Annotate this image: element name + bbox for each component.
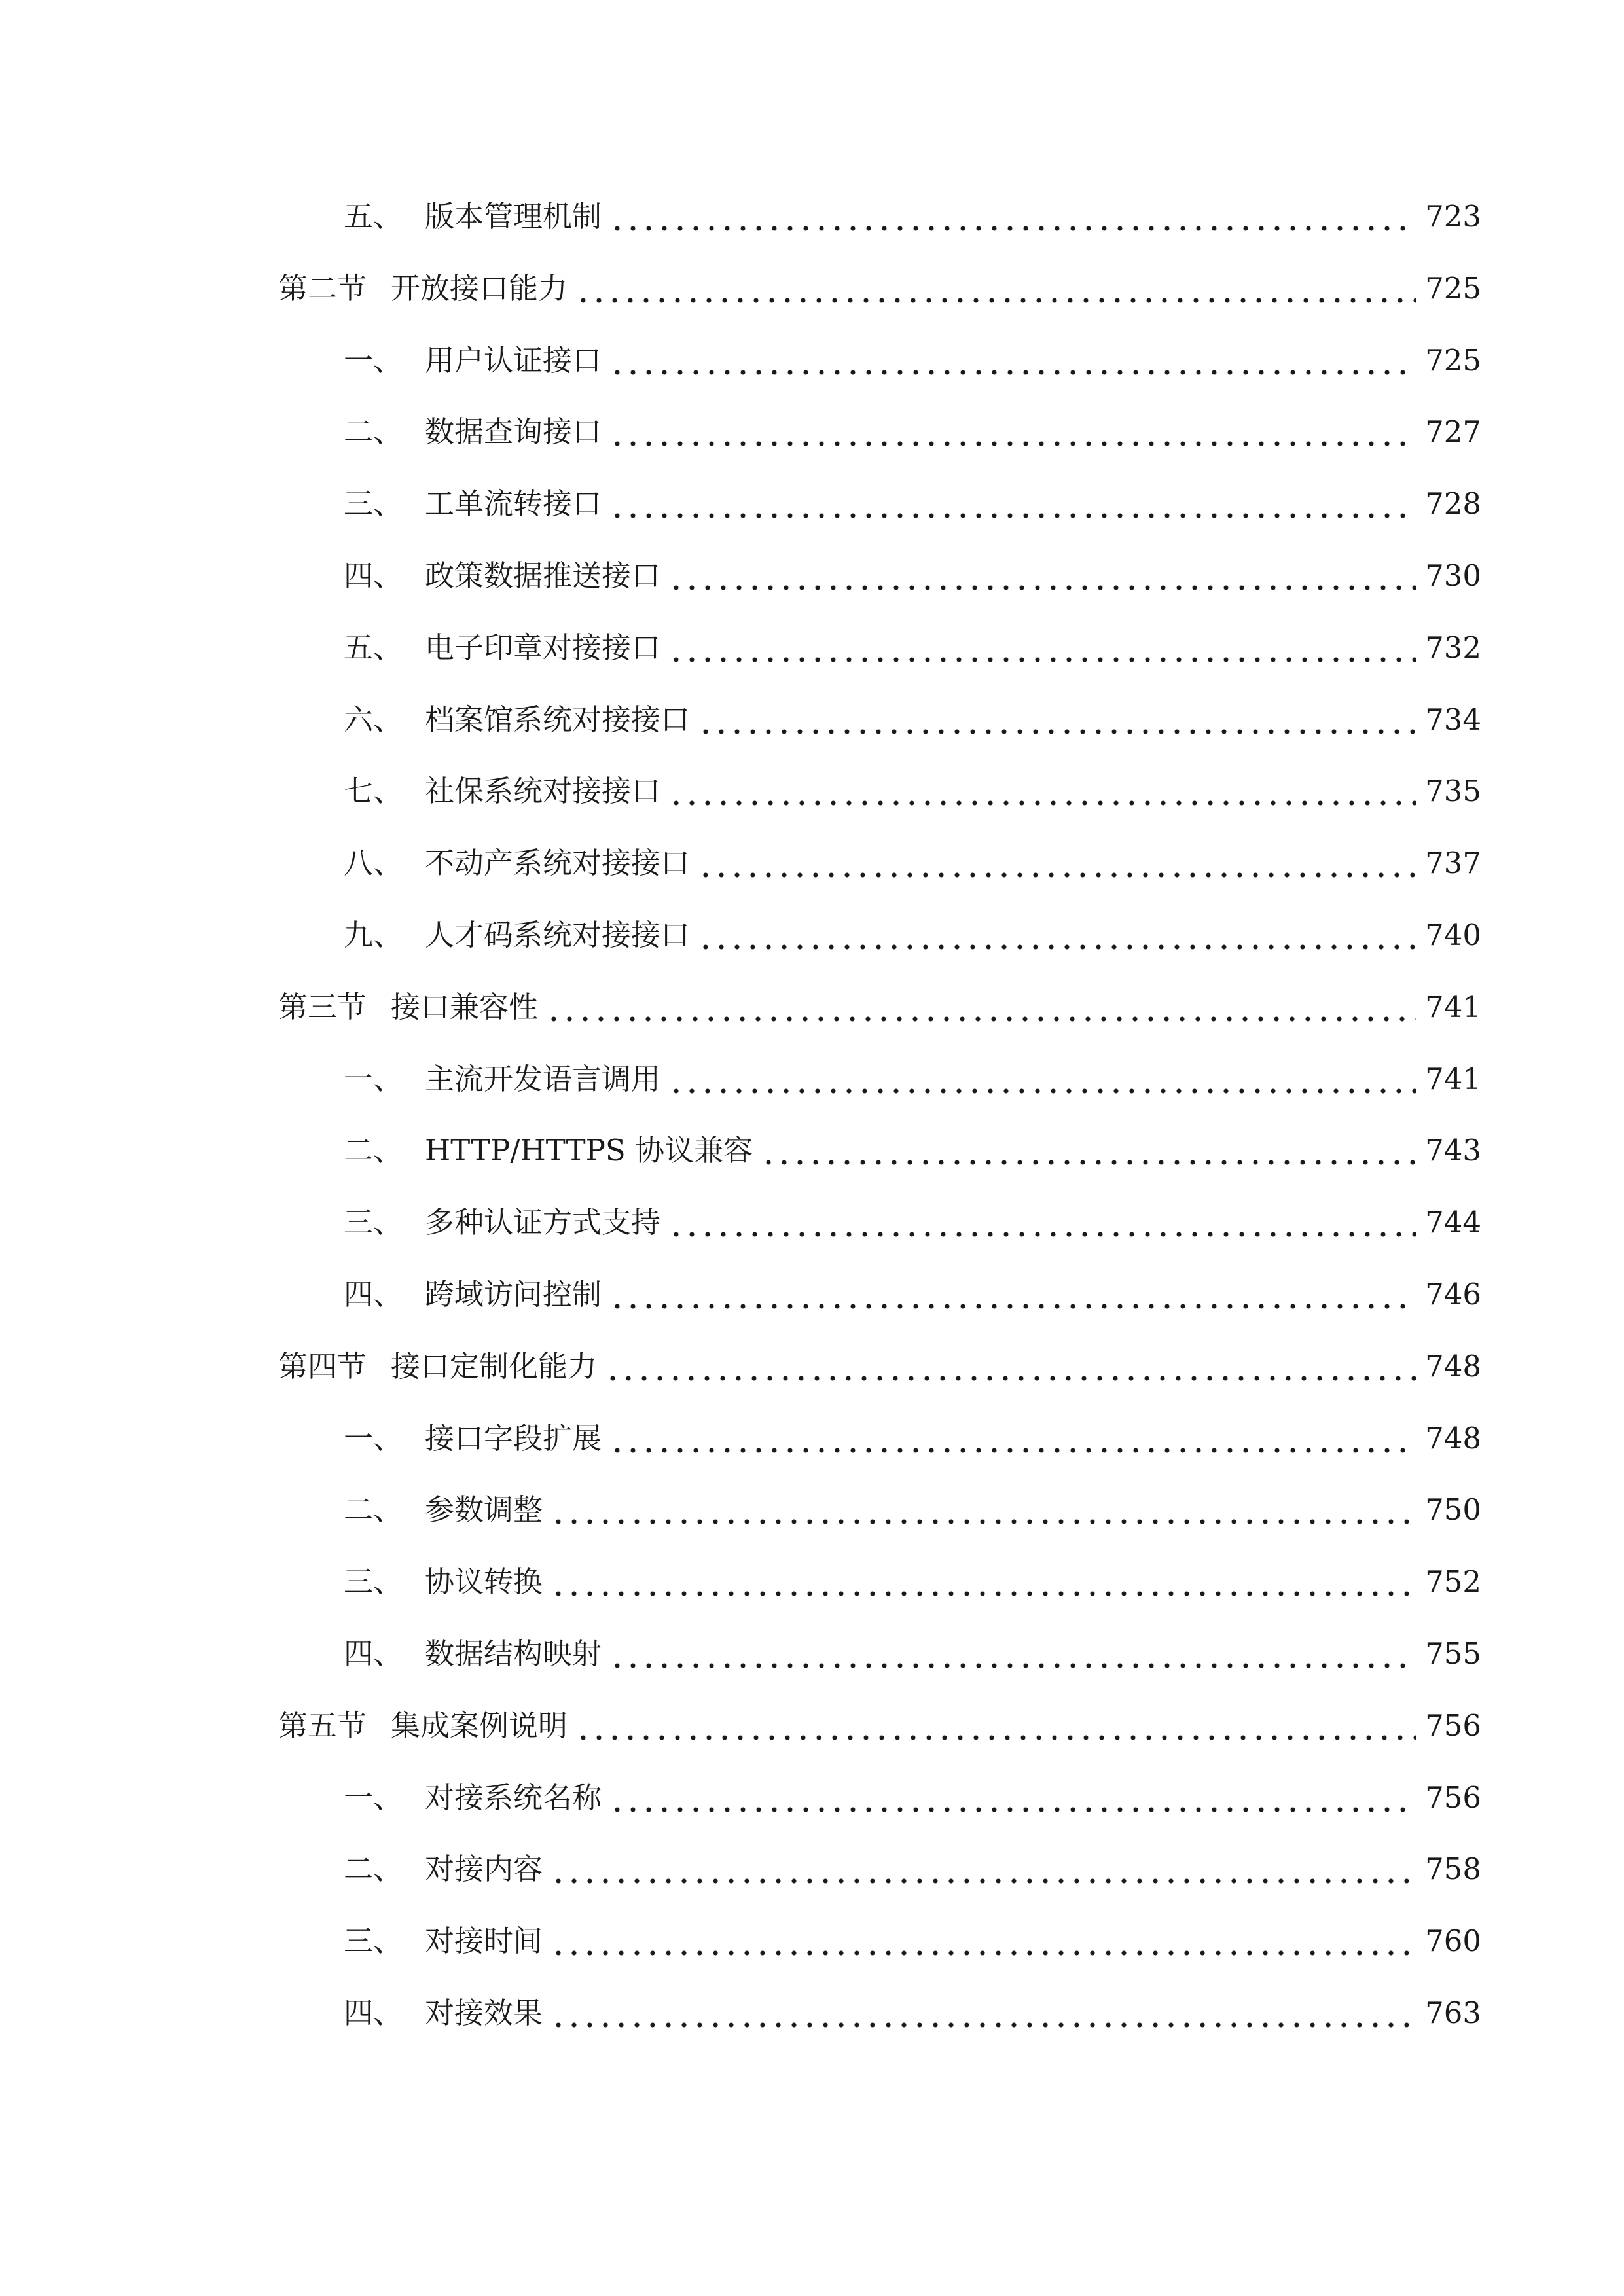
toc-page-number: 735 xyxy=(1425,774,1481,808)
toc-entry-number: 四、 xyxy=(344,558,403,593)
dot-leader xyxy=(761,1124,1416,1177)
toc-entry-number: 三、 xyxy=(344,486,403,521)
toc-entry-title: 接口定制化能力 xyxy=(391,1349,598,1384)
toc-entry-title: 接口字段扩展 xyxy=(425,1421,602,1456)
dot-leader xyxy=(550,1484,1416,1536)
toc-page-number: 748 xyxy=(1425,1421,1481,1456)
toc-entry-title: 电子印章对接接口 xyxy=(425,630,661,665)
toc-entry-title: 数据查询接口 xyxy=(425,414,602,449)
toc-page-number: 740 xyxy=(1425,918,1481,952)
dot-leader xyxy=(668,1053,1416,1105)
toc-subsection-entry xyxy=(344,694,1481,746)
dot-leader xyxy=(698,837,1416,889)
dot-leader xyxy=(668,550,1416,602)
toc-entry-number: 第二节 xyxy=(278,271,367,306)
dot-leader xyxy=(698,909,1416,961)
toc-subsection-entry xyxy=(344,478,1481,530)
toc-entry-title: 不动产系统对接接口 xyxy=(425,846,691,880)
toc-entry-number: 一、 xyxy=(344,343,403,378)
toc-page-number: 755 xyxy=(1425,1636,1481,1671)
toc-subsection-entry xyxy=(344,1412,1481,1465)
toc-entry-title: 工单流转接口 xyxy=(425,486,602,521)
toc-entry-title: 跨域访问控制 xyxy=(425,1277,602,1312)
toc-subsection-entry xyxy=(344,1484,1481,1536)
toc-page-number: 728 xyxy=(1425,486,1481,521)
toc-entry-title: 版本管理机制 xyxy=(425,199,602,234)
dot-leader xyxy=(668,765,1416,817)
toc-subsection-entry xyxy=(344,1268,1481,1321)
dot-leader xyxy=(609,406,1416,458)
toc-subsection-entry xyxy=(344,1843,1481,1895)
toc-entry-number: 二、 xyxy=(344,1852,403,1886)
toc-entry-number: 八、 xyxy=(344,846,403,880)
toc-page-number: 758 xyxy=(1425,1852,1481,1886)
toc-page-number: 741 xyxy=(1425,990,1481,1024)
toc-page-number: 723 xyxy=(1425,199,1481,234)
toc-entry-title: 用户认证接口 xyxy=(425,343,602,378)
dot-leader xyxy=(550,1987,1416,2039)
toc-entry-number: 五、 xyxy=(344,199,403,234)
dot-leader xyxy=(609,1412,1416,1465)
toc-subsection-entry xyxy=(344,1124,1481,1177)
toc-page-number: 730 xyxy=(1425,558,1481,593)
toc-section-entry xyxy=(278,1700,1481,1752)
toc-section-entry xyxy=(278,262,1481,315)
toc-entry-title: 社保系统对接接口 xyxy=(425,774,661,808)
toc-subsection-entry xyxy=(344,1772,1481,1824)
toc-subsection-entry xyxy=(344,1053,1481,1105)
toc-entry-number: 第五节 xyxy=(278,1708,367,1743)
toc-entry-number: 四、 xyxy=(344,1996,403,2030)
toc-entry-title: 对接效果 xyxy=(425,1996,543,2030)
toc-entry-title: 参数调整 xyxy=(425,1492,543,1527)
toc-subsection-entry xyxy=(344,1196,1481,1249)
toc-page-number: 756 xyxy=(1425,1708,1481,1743)
toc-entry-number: 五、 xyxy=(344,630,403,665)
toc-page-number: 763 xyxy=(1425,1996,1481,2030)
toc-entry-title: 多种认证方式支持 xyxy=(425,1205,661,1240)
toc-entry-number: 三、 xyxy=(344,1205,403,1240)
toc-entry-number: 三、 xyxy=(344,1924,403,1958)
toc-entry-number: 第三节 xyxy=(278,990,367,1024)
dot-leader xyxy=(575,1700,1416,1752)
toc-subsection-entry xyxy=(344,334,1481,387)
toc-entry-title: 对接内容 xyxy=(425,1852,543,1886)
toc-page-number: 725 xyxy=(1425,271,1481,306)
toc-entry-title: 档案馆系统对接接口 xyxy=(425,702,691,737)
toc-entry-number: 二、 xyxy=(344,1133,403,1168)
toc-entry-number: 一、 xyxy=(344,1421,403,1456)
toc-page-number: 727 xyxy=(1425,414,1481,449)
toc-entry-number: 一、 xyxy=(344,1780,403,1815)
toc-page-number: 734 xyxy=(1425,702,1481,737)
toc-entry-number: 九、 xyxy=(344,918,403,952)
dot-leader xyxy=(668,622,1416,674)
toc-entry-number: 第四节 xyxy=(278,1349,367,1384)
dot-leader xyxy=(550,1556,1416,1608)
toc-entry-title: 对接系统名称 xyxy=(425,1780,602,1815)
toc-entry-number: 一、 xyxy=(344,1062,403,1096)
dot-leader xyxy=(609,1628,1416,1680)
dot-leader xyxy=(609,1772,1416,1824)
toc-section-entry xyxy=(278,1340,1481,1393)
toc-entry-title: 集成案例说明 xyxy=(391,1708,568,1743)
dot-leader xyxy=(550,1843,1416,1895)
dot-leader xyxy=(698,694,1416,746)
toc-page-number: 750 xyxy=(1425,1492,1481,1527)
toc-subsection-entry xyxy=(344,190,1481,243)
toc-subsection-entry xyxy=(344,1628,1481,1680)
toc-entry-title: 对接时间 xyxy=(425,1924,543,1958)
toc-subsection-entry xyxy=(344,909,1481,961)
dot-leader xyxy=(609,190,1416,243)
toc-entry-title: 数据结构映射 xyxy=(425,1636,602,1671)
toc-subsection-entry xyxy=(344,550,1481,602)
toc-entry-number: 三、 xyxy=(344,1564,403,1599)
toc-entry-title: HTTP/HTTPS 协议兼容 xyxy=(425,1133,753,1168)
dot-leader xyxy=(575,262,1416,315)
toc-subsection-entry xyxy=(344,1987,1481,2039)
toc-entry-title: 接口兼容性 xyxy=(391,990,539,1024)
toc-subsection-entry xyxy=(344,1556,1481,1608)
toc-entry-title: 政策数据推送接口 xyxy=(425,558,661,593)
toc-entry-number: 四、 xyxy=(344,1277,403,1312)
toc-page-number: 756 xyxy=(1425,1780,1481,1815)
toc-entry-number: 二、 xyxy=(344,414,403,449)
toc-page-number: 743 xyxy=(1425,1133,1481,1168)
toc-page-number: 748 xyxy=(1425,1349,1481,1384)
toc-subsection-entry xyxy=(344,622,1481,674)
dot-leader xyxy=(609,1268,1416,1321)
toc-page-number: 746 xyxy=(1425,1277,1481,1312)
dot-leader xyxy=(609,334,1416,387)
toc-page-number: 760 xyxy=(1425,1924,1481,1958)
toc-page-number: 732 xyxy=(1425,630,1481,665)
toc-page-number: 741 xyxy=(1425,1062,1481,1096)
dot-leader xyxy=(546,981,1416,1033)
toc-entry-number: 二、 xyxy=(344,1492,403,1527)
dot-leader xyxy=(550,1915,1416,1967)
dot-leader xyxy=(609,478,1416,530)
toc-entry-number: 四、 xyxy=(344,1636,403,1671)
toc-subsection-entry xyxy=(344,1915,1481,1967)
toc-section-entry xyxy=(278,981,1481,1033)
toc-entry-title: 人才码系统对接接口 xyxy=(425,918,691,952)
toc-entry-number: 六、 xyxy=(344,702,403,737)
toc-page-number: 737 xyxy=(1425,846,1481,880)
dot-leader xyxy=(605,1340,1416,1393)
toc-entry-title: 主流开发语言调用 xyxy=(425,1062,661,1096)
toc-entry-title: 开放接口能力 xyxy=(391,271,568,306)
toc-entry-number: 七、 xyxy=(344,774,403,808)
toc-entry-title: 协议转换 xyxy=(425,1564,543,1599)
toc-page-number: 725 xyxy=(1425,343,1481,378)
toc-subsection-entry xyxy=(344,837,1481,889)
toc-subsection-entry xyxy=(344,406,1481,458)
toc-page-number: 752 xyxy=(1425,1564,1481,1599)
dot-leader xyxy=(668,1196,1416,1249)
toc-subsection-entry xyxy=(344,765,1481,817)
toc-page-number: 744 xyxy=(1425,1205,1481,1240)
